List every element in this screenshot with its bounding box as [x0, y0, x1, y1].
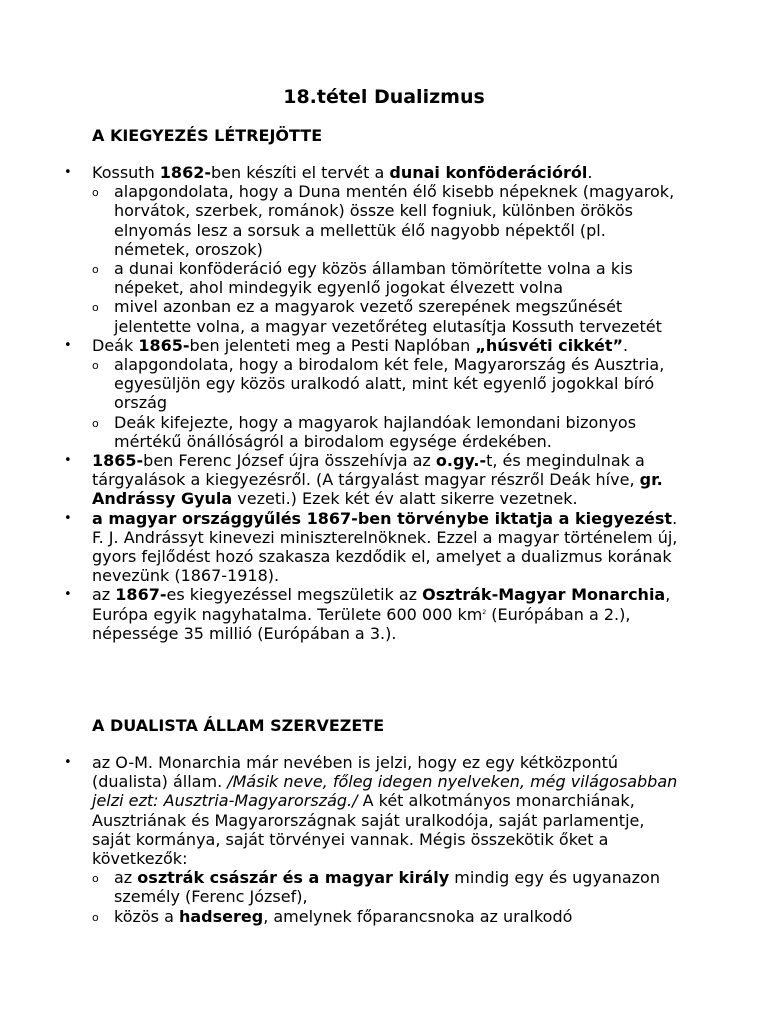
- text-run: ben Ferenc József újra összehívja az: [143, 451, 436, 471]
- italic-text: /Másik neve, főleg idegen nyelveken, még világosabban jelzi ezt: Ausztria-Magyarország./: [92, 772, 678, 811]
- bullet-text: [92, 585, 670, 642]
- bold-text: „húsvéti cikkét”: [475, 335, 623, 355]
- bold-text: gr. Andrássy Gyula: [92, 470, 663, 509]
- sub-bullet-list: [92, 868, 682, 926]
- text-run: (Európában a 2.), népessége 35 millió (Európában a 3.).: [92, 604, 631, 643]
- bullet-icon: •: [64, 453, 72, 469]
- text-run: Kossuth: [92, 163, 160, 182]
- circle-bullet-icon: o: [92, 359, 99, 373]
- sub-bullet-list: [92, 355, 682, 451]
- bullet-icon: •: [64, 337, 72, 353]
- circle-bullet-icon: o: [92, 872, 99, 886]
- text-run: az O-M. Monarchia már nevében is jelzi, hogy ez egy kétközpontú (dualista) állam.: [92, 753, 619, 792]
- bullet-text: [92, 163, 592, 182]
- section-heading-dualista-allam: A DUALISTA ÁLLAM SZERVEZETE: [92, 716, 385, 735]
- sub-bullet-text: [114, 907, 572, 926]
- text-run: , Európa egyik nagyhatalma. Területe 600 000 km: [92, 585, 671, 624]
- bold-text: Osztrák-Magyar Monarchia: [422, 585, 666, 605]
- text-run: mindig egy és ugyanazon személy (Ferenc József),: [114, 868, 660, 907]
- text-run: A két alkotmányos monarchiának, Ausztriának és Magyarországnak saját uralkodója, saját parlamentje, saját kormánya, saját törvényei vannak. Mégis összekötik őket a következők:: [92, 791, 645, 869]
- sub-bullet-item: [92, 259, 682, 297]
- bold-text: dunai konföderációról: [389, 163, 588, 182]
- bullet-icon: •: [64, 587, 72, 603]
- bullet-item: [0, 451, 682, 509]
- circle-bullet-icon: o: [92, 186, 99, 200]
- circle-bullet-icon: o: [92, 263, 99, 277]
- bold-text: o.gy.-: [435, 451, 487, 471]
- text-run: mivel azonban ez a magyarok vezető szerepének megszűnését jelentette volna, a magyar vezetőréteg elutasítja Kossuth tervezetét: [114, 297, 662, 336]
- bullet-text: [92, 509, 677, 586]
- bullet-icon: •: [64, 755, 72, 770]
- text-run: es kiegyezéssel megszületik az: [166, 585, 423, 605]
- bullet-icon: •: [64, 165, 72, 180]
- sub-bullet-item: [92, 907, 682, 926]
- sub-bullet-item: [92, 413, 682, 451]
- circle-bullet-icon: o: [92, 910, 99, 924]
- bold-text: 1865-: [92, 451, 144, 471]
- text-run: a dunai konföderáció egy közös államban tömörítette volna a kis népeket, ahol mindegyik egyenlő jogokat élvezett volna: [114, 259, 633, 298]
- sub-bullet-text: [114, 868, 660, 906]
- text-run: .: [587, 163, 593, 182]
- bold-text: 1862-: [159, 163, 211, 182]
- sub-bullet-item: [92, 868, 682, 906]
- text-run: , amelynek főparancsnoka az uralkodó: [263, 906, 573, 926]
- bullet-item: [0, 585, 682, 643]
- section-list-kiegyezes: [0, 163, 768, 643]
- bullet-icon: •: [64, 510, 72, 526]
- sub-bullet-item: [92, 297, 682, 335]
- bold-text: 1865-: [138, 335, 190, 355]
- section-list-dualista-allam: [0, 753, 768, 926]
- text-run: az: [114, 868, 138, 888]
- sub-bullet-text: [114, 182, 674, 259]
- sub-bullet-list: [92, 182, 682, 336]
- bold-text: a magyar országgyűlés 1867-ben törvénybe iktatja a kiegyezést: [92, 508, 673, 528]
- superscript-text: 2: [482, 608, 487, 616]
- text-run: vezeti.) Ezek két év alatt sikerre vezetnek.: [232, 489, 578, 509]
- bullet-item: [0, 163, 682, 336]
- sub-bullet-text: [114, 297, 662, 335]
- section-heading-kiegyezes: A KIEGYEZÉS LÉTREJÖTTE: [92, 126, 323, 145]
- sub-bullet-text: [114, 413, 636, 451]
- bullet-item: [0, 753, 682, 926]
- bold-text: osztrák császár és a magyar király: [137, 868, 450, 888]
- text-run: ben készíti el tervét a: [210, 163, 390, 182]
- text-run: .: [622, 335, 629, 355]
- bullet-item: [0, 336, 682, 451]
- text-run: alapgondolata, hogy a birodalom két fele, Magyarország és Ausztria, egyesüljön egy közös uralkodó alatt, mint két egyenlő jogokkal bíró ország: [114, 355, 665, 413]
- text-run: Deák: [92, 335, 139, 355]
- bullet-text: [92, 753, 677, 868]
- text-run: alapgondolata, hogy a Duna mentén élő kisebb népeknek (magyarok, horvátok, szerbek, románok) össze kell fogniuk, különben örökös elnyomás lesz a sorsuk a mellettük élő nagyobb népektől (pl. németek, oroszok): [114, 182, 675, 259]
- text-run: t, és megindulnak a tárgyalások a kiegyezésről. (A tárgyalást magyar részről Deák híve,: [92, 451, 645, 490]
- bullet-text: [92, 336, 628, 355]
- text-run: ben jelenteti meg a Pesti Naplóban: [189, 335, 476, 355]
- circle-bullet-icon: o: [92, 301, 99, 315]
- bold-text: 1867-: [115, 585, 167, 605]
- bullet-item: [0, 509, 682, 586]
- text-run: közös a: [114, 906, 179, 926]
- text-run: az: [92, 585, 116, 605]
- circle-bullet-icon: o: [92, 416, 99, 430]
- sub-bullet-text: [114, 355, 664, 412]
- sub-bullet-item: [92, 182, 682, 259]
- document-title: 18.tétel Dualizmus: [283, 86, 485, 108]
- bullet-text: [92, 451, 663, 508]
- text-run: Deák kifejezte, hogy a magyarok hajlandóak lemondani bizonyos mértékű önállóságról a birodalom egysége érdekében.: [114, 412, 637, 451]
- sub-bullet-text: [114, 259, 633, 297]
- bold-text: hadsereg: [178, 906, 264, 926]
- text-run: . F. J. Andrássyt kinevezi miniszterelnöknek. Ezzel a magyar történelem új, gyors fejlődést hozó szakasza kezdődik el, amelyet a dualizmus korának nevezünk (1867-1918).: [92, 508, 678, 586]
- sub-bullet-item: [92, 355, 682, 413]
